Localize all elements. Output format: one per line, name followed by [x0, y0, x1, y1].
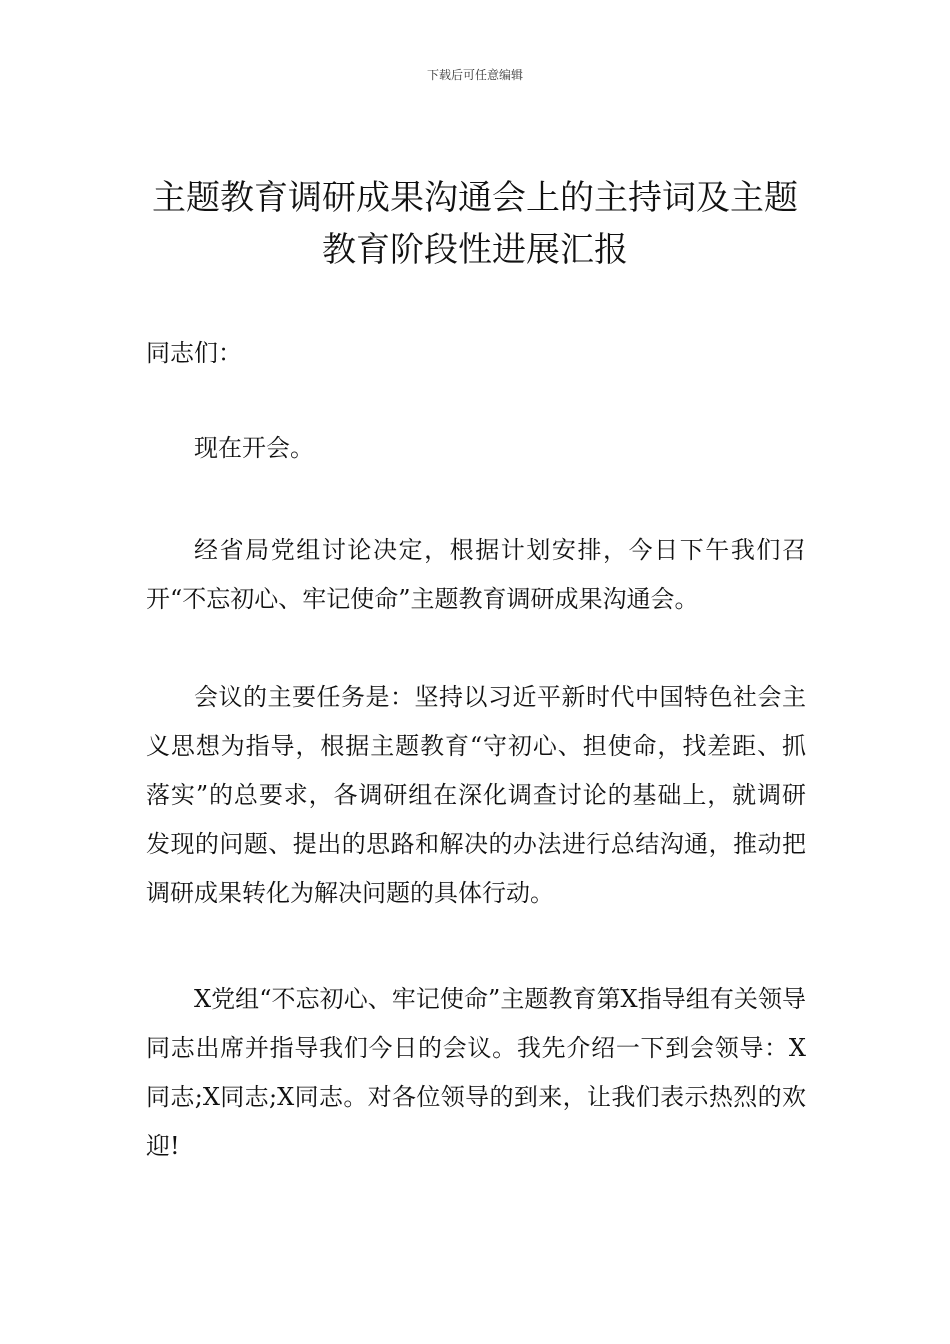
document-title: 主题教育调研成果沟通会上的主持词及主题教育阶段性进展汇报 — [152, 178, 798, 270]
paragraph-4: X党组“不忘初心、牢记使命”主题教育第X指导组有关领导同志出席并指导我们今日的会议。我先介绍一下到会领导：X同志;X同志;X同志。对各位领导的到来，让我们表示热烈的欢迎! — [146, 985, 806, 1160]
header-note: 下载后可任意编辑 — [426, 68, 523, 82]
salutation: 同志们： — [146, 339, 242, 367]
paragraph-3: 会议的主要任务是：坚持以习近平新时代中国特色社会主义思想为指导，根据主题教育“守初心、担使命，找差距、抓落实”的总要求，各调研组在深化调查讨论的基础上，就调研发现的问题、提出的思路和解决的办法进行总结沟通，推动把调研成果转化为解决问题的具体行动。 — [146, 683, 806, 907]
paragraph-2: 经省局党组讨论决定，根据计划安排，今日下午我们召开“不忘初心、牢记使命”主题教育调研成果沟通会。 — [146, 536, 806, 613]
paragraph-1: 现在开会。 — [194, 434, 314, 462]
